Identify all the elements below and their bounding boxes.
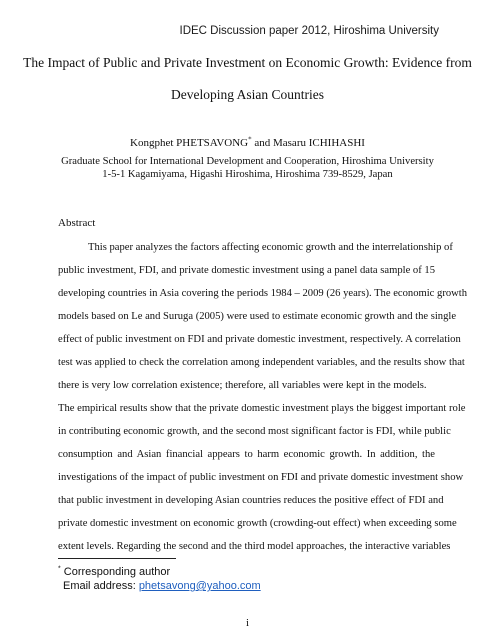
abstract-line: private domestic investment on economic growth (crowding-out effect) when exceeding some (58, 518, 457, 529)
footnote-divider (58, 558, 176, 559)
abstract-line: The empirical results show that the private domestic investment plays the biggest important role (58, 403, 466, 414)
abstract-line: developing countries in Asia covering the periods 1984 – 2009 (26 years). The economic growth (58, 288, 468, 299)
footnote-marker: * (58, 565, 61, 573)
abstract-line: there is very low correlation existence; therefore, all variables were kept in the models. (58, 380, 427, 391)
abstract-line: test was applied to check the correlation among independent variables, and the results show that (58, 357, 465, 368)
abstract-line: that public investment in developing Asian countries reduces the positive effect of FDI and (58, 495, 444, 506)
footnote-label: Corresponding author (63, 566, 171, 578)
abstract-line: in contributing economic growth, and the second most significant factor is FDI, while public (58, 426, 451, 437)
paper-title-line-2: Developing Asian Countries (171, 87, 324, 102)
abstract-line: This paper analyzes the factors affecting economic growth and the interrelationship of (88, 242, 453, 253)
abstract-line: consumption and Asian financial appears to harm economic growth. In addition, the (58, 449, 435, 460)
author-name-1: Kongphet PHETSAVONG (130, 137, 249, 149)
email-label: Email address: (63, 580, 139, 592)
page-number: i (245, 617, 250, 629)
paper-title-line-1: The Impact of Public and Private Investment on Economic Growth: Evidence from (23, 55, 472, 70)
corresponding-author-marker: * (248, 135, 252, 144)
author-line (0, 137, 495, 149)
abstract-heading: Abstract (58, 217, 96, 229)
footnote-corresponding-author (58, 566, 170, 578)
abstract-line: models based on Le and Suruga (2005) were used to estimate economic growth and the single (58, 311, 457, 322)
footnote-email (63, 580, 261, 592)
abstract-line: public investment, FDI, and private domestic investment using a panel data sample of 15 (58, 265, 435, 276)
author-name-2: and Masaru ICHIHASHI (251, 137, 365, 149)
abstract-line: investigations of the impact of public investment on FDI and private domestic investment show (58, 472, 464, 483)
abstract-line: extent levels. Regarding the second and the third model approaches, the interactive variables (58, 541, 451, 552)
running-header: IDEC Discussion paper 2012, Hiroshima University (179, 25, 439, 37)
abstract-line: effect of public investment on FDI and private domestic investment, respectively. A correlation (58, 334, 461, 345)
affiliation-line-2: 1-5-1 Kagamiyama, Higashi Hiroshima, Hiroshima 739-8529, Japan (102, 169, 393, 180)
email-link[interactable]: phetsavong@yahoo.com (138, 580, 261, 592)
affiliation-line-1: Graduate School for International Development and Cooperation, Hiroshima University (61, 156, 434, 167)
